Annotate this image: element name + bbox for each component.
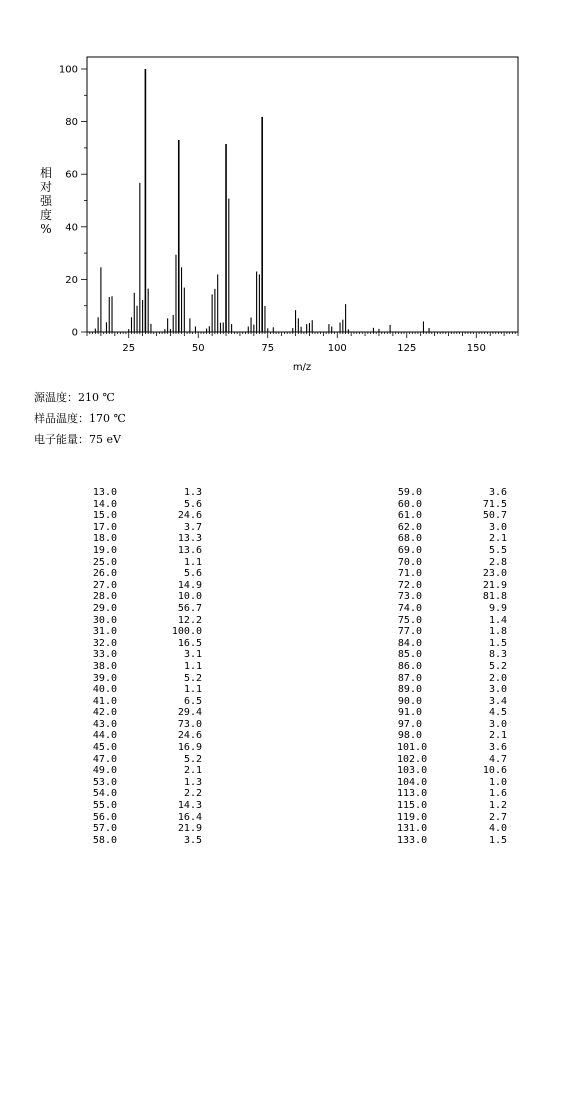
plot-frame [87,57,518,332]
sample-temperature: 样品温度：170 ℃ [34,412,126,425]
table-row [92,510,202,522]
mz-value: 85.0 [397,649,422,661]
mz-value: 74.0 [397,602,422,614]
abundance-value: 8.3 [488,649,507,661]
mz-value: 57.0 [92,823,117,835]
abundance-value: 23.0 [482,568,507,580]
x-tick-label: 125 [397,343,417,354]
table-row [397,788,507,800]
mz-value: 25.0 [92,556,117,568]
measurement-conditions [34,387,126,450]
table-row [397,522,507,534]
mz-value: 19.0 [92,544,117,556]
abundance-value: 3.4 [488,695,507,707]
table-row [92,545,202,557]
table-row [92,673,202,685]
abundance-value: 1.1 [183,684,202,696]
abundance-value: 5.6 [183,498,202,510]
x-tick-label: 25 [122,343,136,354]
mz-value: 33.0 [92,649,117,661]
mz-value: 45.0 [92,742,117,754]
mz-value: 115.0 [397,800,428,812]
mz-value: 89.0 [397,684,422,696]
abundance-value: 1.6 [488,788,507,800]
table-row [397,707,507,719]
abundance-value: 2.1 [488,533,507,545]
svg-text:强: 强 [39,194,53,208]
mz-value: 39.0 [92,672,117,684]
mz-value: 103.0 [397,765,428,777]
table-row [92,499,202,511]
table-row [397,661,507,673]
table-row [92,626,202,638]
abundance-value: 1.1 [183,660,202,672]
x-tick-label: 150 [466,343,486,354]
table-row [92,754,202,766]
table-row [397,754,507,766]
table-row [92,812,202,824]
peak-table-left [92,487,202,846]
mz-value: 42.0 [92,707,117,719]
table-row [397,557,507,569]
y-tick-label: 60 [65,169,78,181]
abundance-value: 9.9 [488,602,507,614]
mz-value: 119.0 [397,811,428,823]
abundance-value: 100.0 [171,626,202,638]
table-row [92,638,202,650]
table-row [397,742,507,754]
mz-value: 31.0 [92,626,117,638]
abundance-value: 81.8 [482,591,507,603]
y-axis [59,65,87,339]
x-tick-label: 100 [327,343,347,354]
table-row [397,777,507,789]
y-tick-label: 20 [65,274,78,286]
y-tick-label: 40 [65,222,78,234]
mz-value: 131.0 [397,823,428,835]
abundance-value: 1.5 [488,834,507,846]
abundance-value: 1.0 [488,776,507,788]
abundance-value: 3.6 [488,487,507,498]
table-row [397,499,507,511]
abundance-value: 5.5 [488,544,507,556]
svg-text:相: 相 [39,166,53,180]
abundance-value: 2.8 [488,556,507,568]
abundance-value: 10.0 [177,591,202,603]
table-row [397,603,507,615]
table-row [397,696,507,708]
mz-value: 71.0 [397,568,422,580]
mz-value: 54.0 [92,788,117,800]
table-row [397,545,507,557]
table-row [92,765,202,777]
mz-value: 15.0 [92,510,117,522]
table-row [92,580,202,592]
mz-value: 75.0 [397,614,422,626]
table-row [397,765,507,777]
abundance-value: 56.7 [177,602,202,614]
mz-value: 104.0 [397,776,428,788]
mz-value: 53.0 [92,776,117,788]
abundance-value: 4.7 [488,753,507,765]
mz-value: 49.0 [92,765,117,777]
mz-value: 98.0 [397,730,422,742]
table-row [92,557,202,569]
abundance-value: 24.6 [177,730,202,742]
abundance-value: 10.6 [482,765,507,777]
table-row [92,568,202,580]
table-row [397,673,507,685]
mz-value: 62.0 [397,521,422,533]
mz-value: 38.0 [92,660,117,672]
table-row [397,719,507,731]
abundance-value: 21.9 [482,579,507,591]
mz-value: 28.0 [92,591,117,603]
abundance-value: 1.3 [183,487,202,498]
abundance-value: 1.8 [488,626,507,638]
mz-value: 133.0 [397,834,428,846]
y-tick-label: 80 [65,117,78,129]
x-tick-label: 50 [191,343,205,354]
abundance-value: 16.9 [177,742,202,754]
abundance-value: 14.3 [177,800,202,812]
table-row [397,800,507,812]
abundance-value: 3.5 [183,834,202,846]
abundance-value: 2.1 [488,730,507,742]
mz-value: 32.0 [92,637,117,649]
table-row [92,696,202,708]
abundance-value: 4.0 [488,823,507,835]
y-tick-label: 100 [58,64,78,76]
abundance-value: 3.6 [488,742,507,754]
mz-value: 101.0 [397,742,428,754]
table-row [397,487,507,499]
table-row [92,649,202,661]
mz-value: 26.0 [92,568,117,580]
mz-value: 30.0 [92,614,117,626]
mz-value: 60.0 [397,498,422,510]
abundance-value: 1.4 [488,614,507,626]
mz-value: 72.0 [397,579,422,591]
mz-value: 58.0 [92,834,117,846]
table-row [92,742,202,754]
mz-value: 61.0 [397,510,422,522]
table-row [397,812,507,824]
abundance-value: 1.1 [183,556,202,568]
mz-value: 68.0 [397,533,422,545]
abundance-value: 50.7 [482,510,507,522]
abundance-value: 3.0 [488,718,507,730]
mz-value: 73.0 [397,591,422,603]
mz-value: 56.0 [92,811,117,823]
mz-value: 69.0 [397,544,422,556]
abundance-value: 16.4 [177,811,202,823]
abundance-value: 13.6 [177,544,202,556]
table-row [92,835,202,847]
table-row [397,510,507,522]
abundance-value: 3.0 [488,684,507,696]
table-row [92,615,202,627]
abundance-value: 5.2 [488,660,507,672]
abundance-value: 6.5 [183,695,202,707]
table-row [397,615,507,627]
table-row [397,835,507,847]
abundance-value: 3.1 [183,649,202,661]
abundance-value: 1.2 [488,800,507,812]
table-row [397,580,507,592]
mz-value: 59.0 [397,487,422,498]
svg-text:%: % [40,222,52,236]
abundance-value: 14.9 [177,579,202,591]
mz-value: 86.0 [397,660,422,672]
abundance-value: 5.6 [183,568,202,580]
abundance-value: 5.2 [183,672,202,684]
table-row [92,591,202,603]
source-temperature: 源温度：210 ℃ [34,391,115,404]
abundance-value: 2.0 [488,672,507,684]
table-row [92,522,202,534]
x-axis [87,332,518,354]
mz-value: 55.0 [92,800,117,812]
table-row [92,707,202,719]
spectrum-peaks [95,69,429,332]
table-row [397,649,507,661]
mz-value: 97.0 [397,718,422,730]
mz-value: 44.0 [92,730,117,742]
table-row [92,823,202,835]
mz-value: 41.0 [92,695,117,707]
mz-value: 40.0 [92,684,117,696]
table-row [92,719,202,731]
table-row [397,638,507,650]
peak-table-right [397,487,507,846]
table-row [397,823,507,835]
abundance-value: 12.2 [177,614,202,626]
y-axis-label [40,165,53,236]
electron-energy: 电子能量：75 eV [34,433,121,446]
mz-value: 43.0 [92,718,117,730]
abundance-value: 13.3 [177,533,202,545]
mz-value: 27.0 [92,579,117,591]
table-row [92,533,202,545]
mz-value: 102.0 [397,753,428,765]
mz-value: 47.0 [92,753,117,765]
table-row [92,487,202,499]
table-row [92,603,202,615]
x-axis-label: m/z [292,362,312,373]
mz-value: 17.0 [92,521,117,533]
abundance-value: 2.7 [488,811,507,823]
table-row [397,730,507,742]
abundance-value: 71.5 [482,498,507,510]
abundance-value: 3.0 [488,521,507,533]
table-row [397,684,507,696]
y-tick-label: 0 [71,327,78,339]
mz-value: 87.0 [397,672,422,684]
abundance-value: 73.0 [177,718,202,730]
abundance-value: 24.6 [177,510,202,522]
table-row [92,788,202,800]
abundance-value: 29.4 [177,707,202,719]
mass-spectrum-chart [0,0,570,380]
table-row [397,568,507,580]
abundance-value: 3.7 [183,521,202,533]
abundance-value: 1.5 [488,637,507,649]
table-row [397,591,507,603]
mz-value: 14.0 [92,498,117,510]
abundance-value: 2.2 [183,788,202,800]
mz-value: 84.0 [397,637,422,649]
table-row [92,661,202,673]
table-row [92,684,202,696]
abundance-value: 4.5 [488,707,507,719]
mz-value: 77.0 [397,626,422,638]
mz-value: 113.0 [397,788,428,800]
svg-text:对: 对 [39,180,53,194]
abundance-value: 21.9 [177,823,202,835]
abundance-value: 2.1 [183,765,202,777]
abundance-value: 5.2 [183,753,202,765]
mz-value: 91.0 [397,707,422,719]
mz-value: 90.0 [397,695,422,707]
mz-value: 29.0 [92,602,117,614]
table-row [92,730,202,742]
mz-value: 13.0 [92,487,117,498]
table-row [397,626,507,638]
mz-value: 18.0 [92,533,117,545]
table-row [92,800,202,812]
svg-text:度: 度 [39,208,53,222]
table-row [397,533,507,545]
x-tick-label: 75 [261,343,275,354]
abundance-value: 1.3 [183,776,202,788]
mz-value: 70.0 [397,556,422,568]
table-row [92,777,202,789]
abundance-value: 16.5 [177,637,202,649]
